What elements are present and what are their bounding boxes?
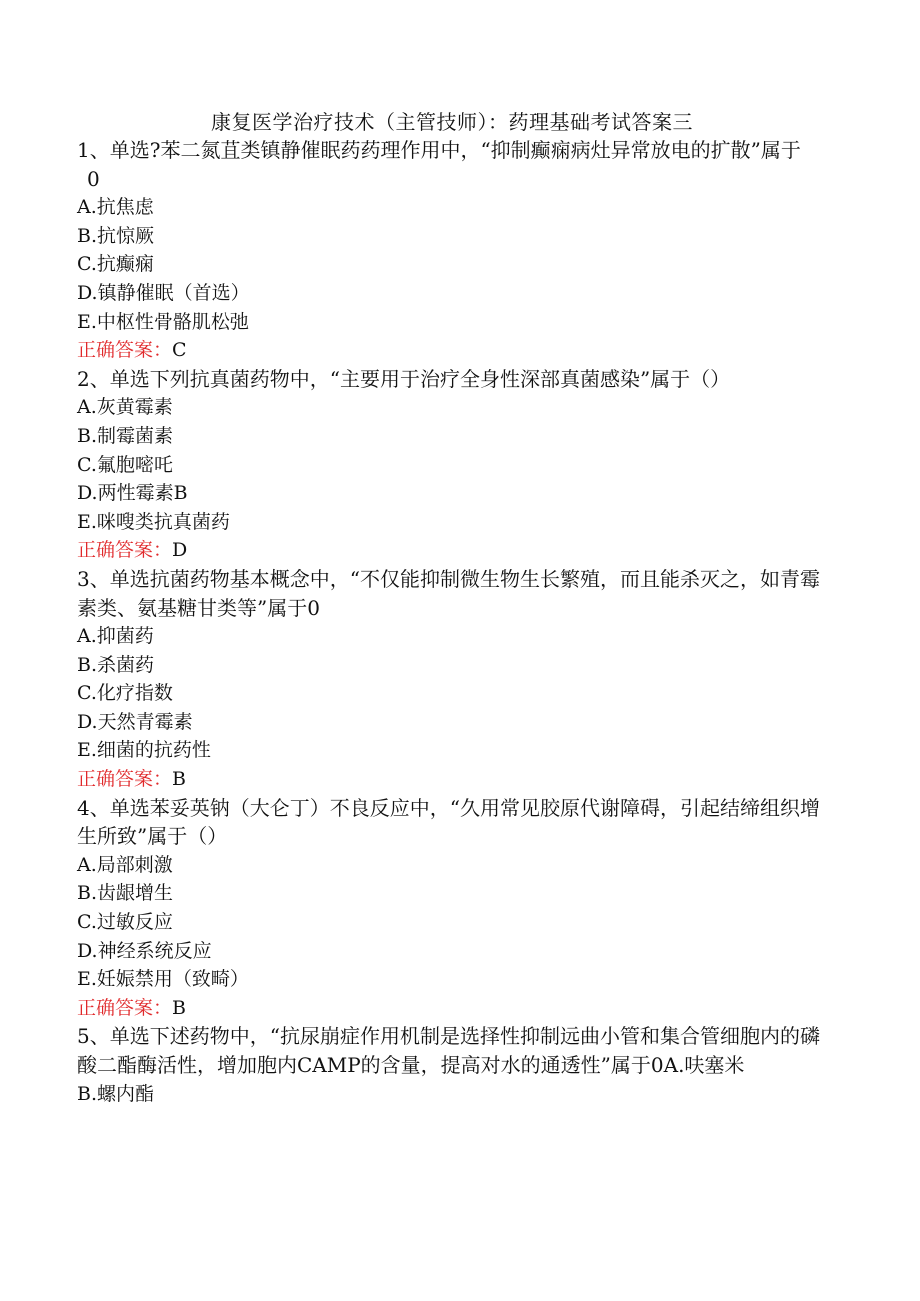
answer-value: D (172, 539, 188, 562)
answer-label: 正确答案： (77, 768, 173, 791)
question-2-option-c: C.氟胞嘧吒 (77, 453, 173, 476)
question-1-option-b: B.抗惊厥 (77, 224, 155, 247)
question-5-stem: 5、单选下述药物中，“抗尿崩症作用机制是选择性抑制远曲小管和集合管细胞内的磷酸二酯酶活性，增加胞内CAMP的含量，提高对水的通透性”属于0A.呋塞米 (77, 1024, 820, 1077)
answer-value: B (172, 768, 186, 791)
question-4-stem: 4、单选苯妥英钠（大仑丁）不良反应中，“久用常见胶原代谢障碍，引起结缔组织增生所致”属于（） (77, 795, 820, 849)
question-3-option-a: A.抑菌药 (77, 625, 154, 648)
question-3-option-e: E.细菌的抗药性 (77, 739, 211, 762)
question-2-option-e: E.咪嗖类抗真菌药 (77, 510, 230, 533)
question-1-option-a: A.抗焦虑 (77, 196, 154, 219)
question-5-option-b: B.螺内酯 (77, 1082, 155, 1105)
question-4-option-e: E.妊娠禁用（致畸） (77, 968, 249, 991)
answer-label: 正确答案： (77, 539, 173, 562)
document-title: 康复医学治疗技术（主管技师）：药理基础考试答案三 (211, 110, 693, 134)
answer-value: C (172, 339, 187, 362)
question-4-option-c: C.过敏反应 (77, 911, 173, 934)
question-4-option-a: A.局部刺激 (77, 853, 173, 876)
question-1-answer (77, 336, 827, 365)
question-3-answer (77, 765, 827, 794)
question-1-option-c: C.抗癫痫 (77, 253, 154, 276)
answer-label: 正确答案： (77, 996, 173, 1019)
question-1-option-d: D.镇静催眠（首选） (77, 281, 250, 304)
question-2-option-a: A.灰黄霉素 (77, 396, 173, 419)
document-content (77, 108, 827, 1108)
question-4-option-b: B.齿龈增生 (77, 882, 174, 905)
question-1-option-e: E.中枢性骨骼肌松弛 (77, 310, 249, 333)
answer-label: 正确答案： (77, 339, 173, 362)
question-3-stem: 3、单选抗菌药物基本概念中，“不仅能抑制微生物生长繁殖，而且能杀灭之，如青霉素类、氨基糖甘类等”属于0 (77, 566, 820, 620)
question-1-stem: 1、单选?苯二氮苴类镇静催眠药药理作用中，“抑制癫痫病灶异常放电的扩散”属于 (77, 138, 801, 162)
question-2-stem: 2、单选下列抗真菌药物中，“主要用于治疗全身性深部真菌感染”属于（） (77, 366, 731, 391)
answer-value: B (172, 996, 186, 1019)
question-1-paren: 0 (87, 166, 100, 191)
question-3-option-c: C.化疗指数 (77, 682, 173, 705)
question-3-option-d: D.天然青霉素 (77, 710, 193, 733)
question-2-option-b: B.制霉菌素 (77, 424, 174, 447)
question-2-answer (77, 536, 827, 565)
question-3-option-b: B.杀菌药 (77, 653, 155, 676)
question-4-option-d: D.神经系统反应 (77, 939, 212, 962)
question-4-answer (77, 994, 827, 1023)
question-2-option-d: D.两性霉素B (77, 482, 188, 505)
